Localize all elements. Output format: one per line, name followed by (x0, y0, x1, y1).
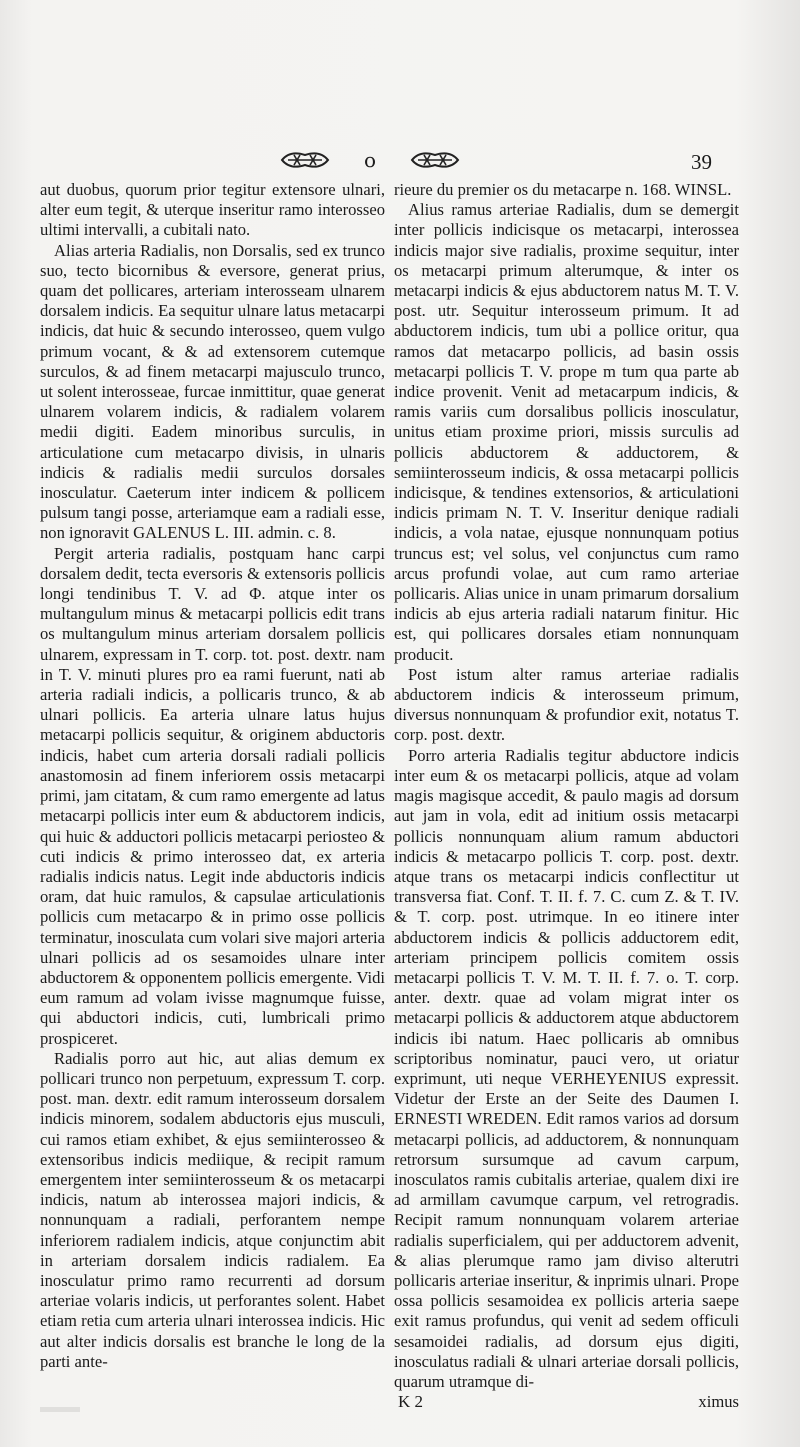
catchword: ximus (698, 1392, 739, 1411)
page-header (280, 140, 460, 180)
paragraph: Radialis porro aut hic, aut alias demum ex pollicari trunco non perpetuum, expressum T. corp. post. man. dextr. edit ramum interosseum dorsalem indicis minorem, sodalem abductoris ejus musculi, cui ramos etiam exhibet, & ejus semiinterosseo & extensoribus indicis mediique, & recipit ramum emergentem inter semiinterosseum & os metacarpi indicis, natum ab interossea majori indicis, & nonnunquam a radiali, perforantem nempe inferiorem radialem indicis, atque conjunctim abit in arteriam dorsalem indicis radialem. Ea inosculatur primo ramo recurrenti ad dorsum arteriae volaris indicis, ut perforantes solent. Habet etiam retia cum arteria ulnari interossea indicis. Hic aut alter indicis dorsalis est branche le long de la parti ante- (40, 1048, 385, 1371)
paragraph: Alius ramus arteriae Radialis, dum se demergit inter pollicis indicisque os metacarpi, interossea indicis major sive radialis, proxime sequitur, inter os metacarpi primum alterumque, & inter os metacarpi indicis & ejus abductorem natus M. T. V. post. utr. Sequitur interosseum primum. It ad abductorem indicis, tum ubi a pollice oritur, qua ramos dat metacarpo pollicis, ad basin ossis metacarpi pollicis T. V. prope m tum qua parte ab indice provenit. Venit ad metacarpum indicis, & ramis variis cum dorsalibus pollicis inosculatur, unitus etiam proxime priori, missis surculis ad pollicis abductorem & adductorem, & semiinterosseum indicis, & ossa metacarpi pollicis indicisque, & tendines extensorios, & articulationi indicis primam N. T. V. Inseritur denique radiali indicis, a vola natae, ejusque nonnunquam potius truncus est; vel solus, vel conjunctus cum ramo arcus profundi volae, aut cum ramo arteriae pollicaris. Alias unice in unam primarum dorsalium indicis ab ejus arteria radiali natarum finitur. Hic est, qui pollicares dorsales etiam nonnunquam producit. (394, 200, 739, 664)
paragraph: aut duobus, quorum prior tegitur extensore ulnari, alter eum tegit, & uterque inseritur ramo interosseo ultimi intervalli, a cubitali nato. (40, 180, 385, 240)
paragraph: Porro arteria Radialis tegitur abductore indicis inter eum & os metacarpi pollicis, atque ad volam magis magisque accedit, & paulo magis ad dorsum aut jam in vola, edit ad initium ossis metacarpi pollicis nonnunquam alium ramum abductori indicis & metacarpo pollicis T. corp. post. dextr. atque trans os metacarpi indicis conflectitur ut transversa fiat. Conf. T. II. f. 7. C. cum Z. & T. IV. & T. corp. post. utrimque. In eo itinere inter abductorem indicis & pollicis adductorem edit, arteriam principem pollicis comitem ossis metacarpi pollicis T. V. M. T. II. f. 7. o. T. corp. anter. dextr. quae ad volam migrat inter os metacarpi pollicis & adductorem atque abductorem indicis ibi natum. Haec pollicaris ab omnibus scriptoribus nominatur, pauci vero, ut oriatur exprimunt, uti neque VERHEYENIUS expressit. Videtur der Erste an der Seite des Daumen I. ERNESTI WREDEN. Edit ramos varios ad dorsum metacarpi pollicis, ad adductorem, & nonnunquam retrorsum sursumque ad cavum carpum, inosculatos ramis cubitalis arteriae, qualem dixi ire ad armillam cavumque carpum, vel retrogradis. Recipit ramum nonnunquam volarem arteriae radialis superficialem, qui per adductorem advenit, & alias plerumque ramo jam diviso alterutri pollicaris arteriae inseritur, & inprimis ulnari. Prope ossa pollicis sesamoidea ex pollicis arteria saepe exit ramus profundus, qui venit ad sedem officuli sesamoidei radialis, ad dorsum ejus digiti, inosculatus radiali & ulnari arteriae dorsali pollicis, quarum utramque di- (394, 745, 739, 1391)
page-number: 39 (691, 150, 712, 174)
page-footer (394, 1392, 739, 1412)
header-mark: o (363, 148, 377, 172)
paragraph: Pergit arteria radialis, postquam hanc carpi dorsalem dedit, tecta eversoris & extensoris pollicis longi tendinibus T. V. ad Φ. atque inter os multangulum minus & metacarpi pollicis edit trans os multangulum minus arteriam dorsalem pollicis ulnarem, expressam in T. corp. tot. post. dextr. nam in T. V. minuti plures pro ea rami fuerunt, nati ab arteria radiali indicis, a pollicaris trunco, & ab ulnari pollicis. Ea arteria ulnare latus hujus metacarpi pollicis sequitur, & originem abductoris indicis, habet cum arteria dorsali radiali pollicis anastomosin ad finem inferiorem ossis metacarpi primi, jam citatam, & cum ramo emergente ad latus metacarpi pollicis inter eum & abductorem indicis, qui huic & adductori pollicis metacarpi periosteo & cuti indicis & primo interosseo dat, ex arteria radialis indicis natus. Legit inde abductoris indicis oram, dat huic ramulos, & capsulae articulationis pollicis cum metacarpo & in primo osse pollicis terminatur, inosculata cum volari sive majori arteria ulnari pollicis ad os sesamoides ulnare inter abductorem & opponentem pollicis emergente. Vidi eum ramum ad volam ivisse magnumque fuisse, qui abductori indicis, cuti, lumbricali primo prospiceret. (40, 543, 385, 1048)
bleed-through-smudge (40, 1400, 80, 1410)
paragraph: rieure du premier os du metacarpe n. 168. WINSL. (394, 180, 732, 199)
left-column (40, 180, 385, 1372)
signature-mark: K 2 (398, 1392, 424, 1411)
ornament-left-icon (280, 149, 330, 171)
paragraph: Post istum alter ramus arteriae radialis abductorem indicis & interosseum primum, diversus nonnunquam & profundior exit, notatus T. corp. post. dextr. (394, 664, 739, 745)
right-column (394, 180, 739, 1392)
ornament-right-icon (410, 149, 460, 171)
paragraph: Alias arteria Radialis, non Dorsalis, sed ex trunco suo, tecto bicornibus & eversore, generat prius, quam det pollicares, arteriam interosseam ulnarem dorsalem indicis. Ea sequitur ulnare latus metacarpi indicis, dat huic & secundo interosseo, quem vulgo primum vocant, & & ad extensorem cutemque surculos, & ad finem metacarpi majusculo trunco, ut solent interosseae, furcae inmittitur, quae generat ulnarem volarem indicis, & radialem volarem medii digiti. Eadem minoribus surculis, in articulatione cum metacarpo divisis, in ulnaris indicis & radialis medii surculos dorsales inosculatur. Caeterum inter indicem & pollicem pulsum tangi posse, arteriamque eam a radiali esse, non ignoravit GALENUS L. III. admin. c. 8. (40, 240, 385, 543)
